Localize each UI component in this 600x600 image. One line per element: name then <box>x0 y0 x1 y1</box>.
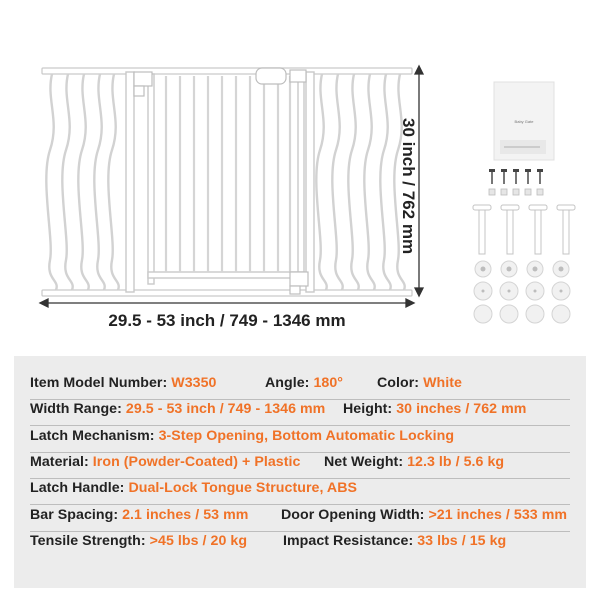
spec-value: 30 inches / 762 mm <box>396 401 527 417</box>
spec-label: Tensile Strength: <box>30 533 150 549</box>
right-extension-bars <box>316 74 404 290</box>
spec-value: 29.5 - 53 inch / 749 - 1346 mm <box>125 401 326 417</box>
spec-label: Impact Resistance: <box>283 533 418 549</box>
width-dimension-label: 29.5 - 53 inch / 749 - 1346 mm <box>108 311 346 330</box>
width-dimension-arrow <box>40 299 414 307</box>
spec-value: 2.1 inches / 53 mm <box>122 507 249 523</box>
spec-value: >45 lbs / 20 kg <box>149 533 248 549</box>
spec-value: Dual-Lock Tongue Structure, ABS <box>128 480 358 496</box>
left-extension-bars <box>46 74 118 290</box>
instruction-card <box>494 82 554 160</box>
spec-value: 3-Step Opening, Bottom Automatic Locking <box>158 428 455 444</box>
spec-label: Width Range: <box>30 401 126 417</box>
divider <box>30 452 570 453</box>
spec-label: Angle: <box>265 375 314 391</box>
divider <box>30 531 570 532</box>
spec-value: 12.3 lb / 5.6 kg <box>407 454 505 470</box>
spec-label: Latch Handle: <box>30 480 129 496</box>
spec-label: Height: <box>343 401 397 417</box>
pressure-spindles <box>473 205 575 254</box>
gate-door <box>126 72 314 292</box>
wall-cups <box>474 261 570 323</box>
gate-door-bars <box>166 76 290 272</box>
divider <box>30 478 570 479</box>
spec-value: White <box>423 375 462 391</box>
divider <box>30 399 570 400</box>
spec-label: Material: <box>30 454 93 470</box>
spec-label: Color: <box>377 375 424 391</box>
spec-value: 180° <box>313 375 343 391</box>
height-dimension-text: 30 inch / 762 mm <box>399 118 418 255</box>
latch-handle <box>256 68 286 84</box>
spec-value: 33 lbs / 15 kg <box>417 533 507 549</box>
divider <box>30 504 570 505</box>
spec-value: W3350 <box>171 375 217 391</box>
spec-panel <box>14 356 586 588</box>
spec-label: Net Weight: <box>324 454 408 470</box>
spec-label: Latch Mechanism: <box>30 428 159 444</box>
card-label: Baby Gate <box>514 119 534 124</box>
spec-label: Bar Spacing: <box>30 507 123 523</box>
screws <box>492 172 540 184</box>
spec-value: Iron (Powder-Coated) + Plastic <box>92 454 301 470</box>
spec-label: Item Model Number: <box>30 375 172 391</box>
spec-value: >21 inches / 533 mm <box>428 507 568 523</box>
divider <box>30 425 570 426</box>
spec-label: Door Opening Width: <box>281 507 429 523</box>
